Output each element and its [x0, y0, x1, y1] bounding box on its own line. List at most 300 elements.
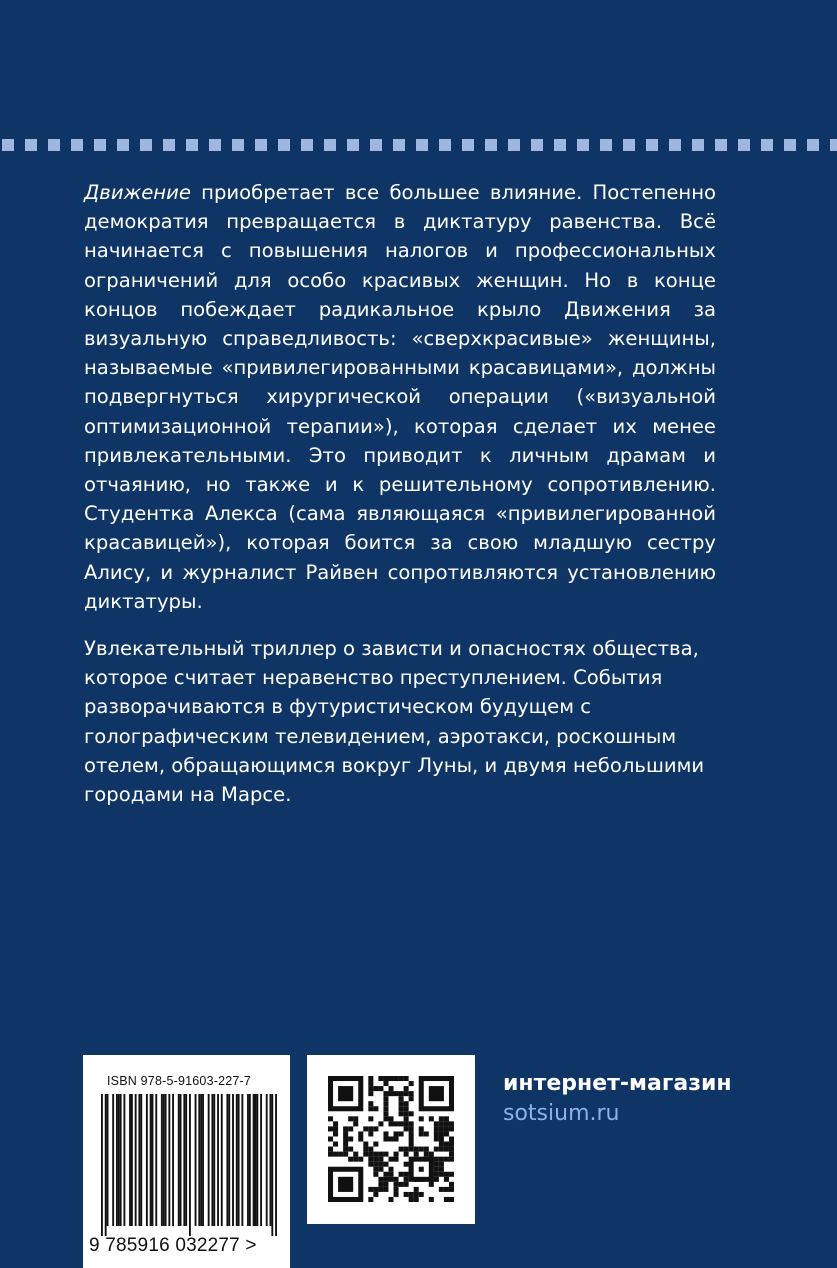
qr-module: [434, 1172, 439, 1177]
qr-module: [404, 1152, 409, 1157]
qr-module: [444, 1187, 449, 1192]
qr-module: [353, 1152, 358, 1157]
qr-module: [383, 1177, 388, 1182]
qr-module: [444, 1142, 449, 1147]
qr-module: [383, 1136, 388, 1141]
barcode-bar: [247, 1094, 249, 1226]
qr-module: [368, 1076, 373, 1081]
qr-module: [333, 1131, 338, 1136]
qr-module: [394, 1157, 399, 1162]
barcode-bar: [232, 1094, 234, 1226]
qr-module: [409, 1136, 414, 1141]
qr-module: [348, 1126, 353, 1131]
qr-module: [409, 1142, 414, 1147]
qr-module: [373, 1172, 378, 1177]
qr-module: [358, 1136, 363, 1141]
qr-module: [388, 1167, 393, 1172]
qr-module: [399, 1091, 404, 1096]
dot: [646, 139, 658, 151]
qr-module: [424, 1147, 429, 1152]
barcode-bar: [183, 1094, 185, 1226]
qr-module: [429, 1152, 434, 1157]
dot: [623, 139, 635, 151]
dot: [738, 139, 750, 151]
barcode-bar: [189, 1094, 191, 1236]
barcode-bar: [123, 1094, 125, 1226]
qr-module: [343, 1136, 348, 1141]
qr-module: [439, 1116, 444, 1121]
barcode-bar: [180, 1094, 182, 1226]
shop-url-link[interactable]: sotsium.ru: [503, 1101, 620, 1126]
qr-module: [373, 1162, 378, 1167]
qr-module: [429, 1086, 444, 1101]
qr-module: [439, 1162, 444, 1167]
dot: [324, 139, 336, 151]
qr-module: [383, 1172, 388, 1177]
barcode-bar: [146, 1094, 148, 1226]
qr-module: [399, 1076, 404, 1081]
shop-label: интернет-магазин: [503, 1071, 732, 1096]
dot: [761, 139, 773, 151]
qr-module: [449, 1126, 454, 1131]
qr-module: [333, 1142, 338, 1147]
qr-module: [368, 1101, 373, 1106]
qr-module: [399, 1172, 404, 1177]
barcode-bar: [271, 1094, 273, 1236]
qr-module: [383, 1091, 388, 1096]
dot: [393, 139, 405, 151]
qr-module: [394, 1182, 399, 1187]
qr-module: [368, 1091, 373, 1096]
description-paragraph-1: [84, 178, 716, 616]
barcode-bar: [249, 1094, 251, 1226]
dot: [485, 139, 497, 151]
barcode-bar: [198, 1094, 200, 1226]
qr-module: [409, 1126, 414, 1131]
qr-module: [363, 1147, 368, 1152]
qr-module: [368, 1162, 373, 1167]
barcode-bar: [135, 1094, 137, 1226]
qr-module: [338, 1152, 343, 1157]
dot: [140, 139, 152, 151]
qr-module: [414, 1152, 419, 1157]
barcode-bar: [253, 1094, 255, 1226]
qr-module: [439, 1187, 444, 1192]
qr-module: [444, 1157, 449, 1162]
qr-module: [449, 1182, 454, 1187]
dot: [278, 139, 290, 151]
qr-module: [409, 1121, 414, 1126]
qr-module: [449, 1142, 454, 1147]
qr-module: [368, 1131, 373, 1136]
qr-module: [439, 1142, 444, 1147]
barcode-bar: [266, 1094, 268, 1226]
barcode-bar: [260, 1094, 262, 1226]
barcode-bar: [163, 1094, 165, 1226]
qr-module: [353, 1157, 358, 1162]
qr-module: [388, 1091, 393, 1096]
barcode-bar: [226, 1094, 228, 1226]
dot: [577, 139, 589, 151]
qr-module: [358, 1157, 363, 1162]
qr-module: [449, 1136, 454, 1141]
qr-module: [434, 1157, 439, 1162]
qr-module: [373, 1152, 378, 1157]
qr-module: [419, 1147, 424, 1152]
dot: [784, 139, 796, 151]
dot: [347, 139, 359, 151]
qr-module: [414, 1187, 419, 1192]
barcode-bar: [202, 1094, 204, 1226]
barcode-bar: [116, 1094, 118, 1226]
qr-module: [399, 1182, 404, 1187]
qr-module: [434, 1147, 439, 1152]
barcode-bar: [208, 1094, 210, 1226]
qr-module: [404, 1091, 409, 1096]
qr-module: [429, 1197, 434, 1202]
qr-module: [439, 1136, 444, 1141]
qr-module: [439, 1147, 444, 1152]
qr-module: [404, 1076, 409, 1081]
qr-module: [333, 1152, 338, 1157]
qr-module: [343, 1131, 348, 1136]
qr-module: [328, 1152, 333, 1157]
qr-module: [368, 1081, 373, 1086]
qr-module: [338, 1086, 353, 1101]
qr-module: [353, 1116, 358, 1121]
qr-module: [394, 1121, 399, 1126]
barcode-bar: [213, 1094, 215, 1226]
dot: [807, 139, 819, 151]
qr-module: [434, 1121, 439, 1126]
qr-module: [444, 1177, 449, 1182]
qr-module: [434, 1167, 439, 1172]
qr-module: [444, 1197, 449, 1202]
qr-module: [444, 1131, 449, 1136]
qr-module: [434, 1131, 439, 1136]
qr-module: [328, 1147, 333, 1152]
dot: [255, 139, 267, 151]
qr-module: [449, 1152, 454, 1157]
qr-module: [404, 1106, 409, 1111]
qr-module: [373, 1192, 378, 1197]
barcode-bar: [195, 1094, 197, 1226]
qr-module: [419, 1126, 424, 1131]
qr-code-panel: [307, 1055, 475, 1224]
dot: [669, 139, 681, 151]
qr-module: [419, 1131, 424, 1136]
dot: [48, 139, 60, 151]
qr-module: [368, 1106, 373, 1111]
dot: [209, 139, 221, 151]
qr-module: [383, 1096, 388, 1101]
barcode-bar: [140, 1094, 142, 1226]
qr-module: [404, 1121, 409, 1126]
qr-module: [404, 1162, 409, 1167]
qr-module: [388, 1136, 393, 1141]
qr-module: [404, 1182, 409, 1187]
qr-module: [444, 1126, 449, 1131]
qr-module: [383, 1101, 388, 1106]
qr-module: [439, 1121, 444, 1126]
qr-module: [328, 1136, 333, 1141]
qr-module: [424, 1152, 429, 1157]
qr-module: [449, 1157, 454, 1162]
dot: [232, 139, 244, 151]
qr-module: [399, 1111, 404, 1116]
dot: [600, 139, 612, 151]
barcode-bar: [165, 1094, 167, 1226]
qr-module: [388, 1076, 393, 1081]
qr-module: [383, 1116, 388, 1121]
qr-module: [368, 1152, 373, 1157]
dot: [370, 139, 382, 151]
qr-module: [348, 1157, 353, 1162]
qr-module: [434, 1136, 439, 1141]
paragraph-1-text: приобретает все большее влияние. Постепенно демократия превращается в диктатуру равенства. Всё начинается с повышения налогов и профессиональных ограничений для особо красивых женщин. Но в конце концов побеждает радикальное крыло Движения за визуальную справедливость: «сверхкрасивые» женщины, называемые «привилегированными красавицами», должны подвергнуться хирургической операции («визуальной оптимизационной терапии»), которая сделает их менее привлекательными. Это приводит к личным драмам и отчаянию, но также и к решительному сопротивлению. Студентка Алекса (сама являющаяся «привилегированной красавицей»), которая боится за свою младшую сестру Алису, и журналист Райвен сопротивляются установлению диктатуры.: [84, 181, 716, 613]
qr-module: [444, 1121, 449, 1126]
qr-module: [414, 1147, 419, 1152]
qr-module: [363, 1126, 368, 1131]
qr-module: [343, 1147, 348, 1152]
qr-module: [383, 1131, 388, 1136]
qr-module: [383, 1081, 388, 1086]
qr-module: [378, 1177, 383, 1182]
qr-module: [328, 1126, 333, 1131]
qr-module: [399, 1121, 404, 1126]
barcode-bar: [161, 1094, 163, 1226]
barcode-bar: [112, 1094, 114, 1226]
qr-module: [373, 1086, 378, 1091]
barcode-digits: 9 785916 032277 >: [89, 1235, 257, 1256]
qr-module: [373, 1106, 378, 1111]
qr-module: [358, 1131, 363, 1136]
barcode-bar: [270, 1094, 272, 1226]
dot: [439, 139, 451, 151]
qr-module: [439, 1172, 444, 1177]
barcode-bar: [255, 1094, 257, 1226]
qr-module: [404, 1172, 409, 1177]
qr-module: [353, 1121, 358, 1126]
qr-code-image: [328, 1076, 454, 1202]
dot: [715, 139, 727, 151]
barcode-bar: [228, 1094, 230, 1226]
qr-module: [429, 1182, 434, 1187]
barcode-bar: [120, 1094, 122, 1226]
qr-module: [404, 1192, 409, 1197]
qr-module: [394, 1192, 399, 1197]
qr-module: [383, 1111, 388, 1116]
qr-module: [409, 1131, 414, 1136]
qr-module: [414, 1197, 419, 1202]
qr-module: [368, 1157, 373, 1162]
qr-module: [409, 1197, 414, 1202]
qr-module: [373, 1167, 378, 1172]
qr-module: [363, 1152, 368, 1157]
qr-module: [368, 1116, 373, 1121]
dot: [2, 139, 14, 151]
qr-module: [404, 1177, 409, 1182]
qr-module: [378, 1162, 383, 1167]
qr-module: [378, 1121, 383, 1126]
qr-module: [424, 1131, 429, 1136]
barcode-bar: [101, 1094, 103, 1236]
qr-module: [333, 1121, 338, 1126]
barcode-bar: [118, 1094, 120, 1226]
qr-module: [419, 1167, 424, 1172]
qr-module: [404, 1086, 409, 1091]
dot: [301, 139, 313, 151]
qr-module: [388, 1121, 393, 1126]
dot: [25, 139, 37, 151]
qr-module: [388, 1116, 393, 1121]
qr-module: [419, 1192, 424, 1197]
qr-module: [399, 1101, 404, 1106]
qr-module: [378, 1152, 383, 1157]
qr-module: [444, 1147, 449, 1152]
qr-module: [434, 1126, 439, 1131]
dot: [163, 139, 175, 151]
qr-module: [343, 1142, 348, 1147]
back-cover-description: [84, 178, 716, 827]
qr-module: [394, 1152, 399, 1157]
qr-module: [419, 1116, 424, 1121]
qr-module: [449, 1197, 454, 1202]
qr-module: [388, 1197, 393, 1202]
qr-module: [368, 1147, 373, 1152]
qr-module: [399, 1106, 404, 1111]
qr-module: [378, 1086, 383, 1091]
qr-module: [383, 1162, 388, 1167]
barcode-bar: [185, 1094, 187, 1226]
dot: [416, 139, 428, 151]
barcode-bar: [236, 1094, 238, 1226]
qr-module: [404, 1147, 409, 1152]
qr-module: [388, 1172, 393, 1177]
qr-module: [394, 1136, 399, 1141]
qr-module: [378, 1182, 383, 1187]
isbn-label: ISBN 978-5-91603-227-7: [107, 1074, 252, 1088]
barcode-bar: [129, 1094, 131, 1226]
dot: [94, 139, 106, 151]
qr-module: [373, 1142, 378, 1147]
qr-module: [409, 1096, 414, 1101]
qr-module: [399, 1096, 404, 1101]
qr-module: [388, 1177, 393, 1182]
qr-module: [409, 1081, 414, 1086]
dot: [462, 139, 474, 151]
qr-module: [404, 1111, 409, 1116]
qr-module: [429, 1116, 434, 1121]
barcode-bar: [211, 1094, 213, 1226]
qr-module: [399, 1131, 404, 1136]
qr-module: [338, 1177, 353, 1192]
qr-module: [388, 1157, 393, 1162]
qr-module: [449, 1121, 454, 1126]
qr-module: [348, 1116, 353, 1121]
dot: [186, 139, 198, 151]
qr-module: [394, 1177, 399, 1182]
barcode-bar: [217, 1094, 219, 1226]
qr-module: [368, 1126, 373, 1131]
dot: [554, 139, 566, 151]
description-paragraph-2: Увлекательный триллер о зависти и опасностях общества, которое считает неравенство преступлением. События разворачиваются в футуристическом будущем с голографическим телевидением, аэротакси, роскошным отелем, обращающимся вокруг Луны, и двумя небольшими городами на Марсе.: [84, 637, 705, 807]
qr-module: [404, 1116, 409, 1121]
qr-module: [409, 1091, 414, 1096]
qr-module: [383, 1152, 388, 1157]
qr-module: [378, 1076, 383, 1081]
barcode-bar: [172, 1094, 174, 1226]
qr-module: [409, 1192, 414, 1197]
qr-module: [434, 1162, 439, 1167]
barcode-bar: [178, 1094, 180, 1226]
qr-module: [439, 1131, 444, 1136]
barcode-bar: [275, 1094, 277, 1236]
qr-module: [373, 1157, 378, 1162]
qr-module: [394, 1187, 399, 1192]
qr-module: [444, 1172, 449, 1177]
barcode-panel: [83, 1055, 290, 1268]
qr-module: [378, 1167, 383, 1172]
barcode-bar: [238, 1094, 240, 1226]
barcode-bar: [138, 1094, 140, 1226]
barcode-bar: [221, 1094, 223, 1226]
qr-module: [343, 1126, 348, 1131]
qr-module: [373, 1187, 378, 1192]
qr-module: [394, 1091, 399, 1096]
qr-module: [383, 1076, 388, 1081]
qr-module: [449, 1147, 454, 1152]
dot: [692, 139, 704, 151]
qr-module: [404, 1101, 409, 1106]
qr-module: [368, 1187, 373, 1192]
qr-module: [409, 1147, 414, 1152]
qr-module: [348, 1147, 353, 1152]
qr-module: [348, 1136, 353, 1141]
qr-module: [449, 1187, 454, 1192]
barcode-bar: [105, 1094, 107, 1236]
barcode-image: [101, 1094, 277, 1236]
qr-module: [444, 1116, 449, 1121]
qr-module: [449, 1172, 454, 1177]
barcode-bar: [155, 1094, 157, 1226]
qr-module: [383, 1187, 388, 1192]
qr-module: [434, 1177, 439, 1182]
barcode-bar: [150, 1094, 152, 1226]
qr-module: [383, 1106, 388, 1111]
qr-module: [378, 1157, 383, 1162]
barcode-bar: [168, 1094, 170, 1226]
qr-module: [394, 1076, 399, 1081]
dot: [117, 139, 129, 151]
qr-module: [439, 1126, 444, 1131]
barcode-bar: [200, 1094, 202, 1226]
qr-module: [333, 1126, 338, 1131]
qr-module: [343, 1152, 348, 1157]
qr-module: [378, 1187, 383, 1192]
dot: [508, 139, 520, 151]
dot: [71, 139, 83, 151]
qr-module: [439, 1167, 444, 1172]
qr-module: [399, 1147, 404, 1152]
dot: [531, 139, 543, 151]
qr-module: [409, 1111, 414, 1116]
qr-module: [404, 1126, 409, 1131]
qr-module: [368, 1197, 373, 1202]
barcode-bar: [152, 1094, 154, 1226]
barcode-bar: [241, 1094, 243, 1226]
qr-module: [439, 1157, 444, 1162]
